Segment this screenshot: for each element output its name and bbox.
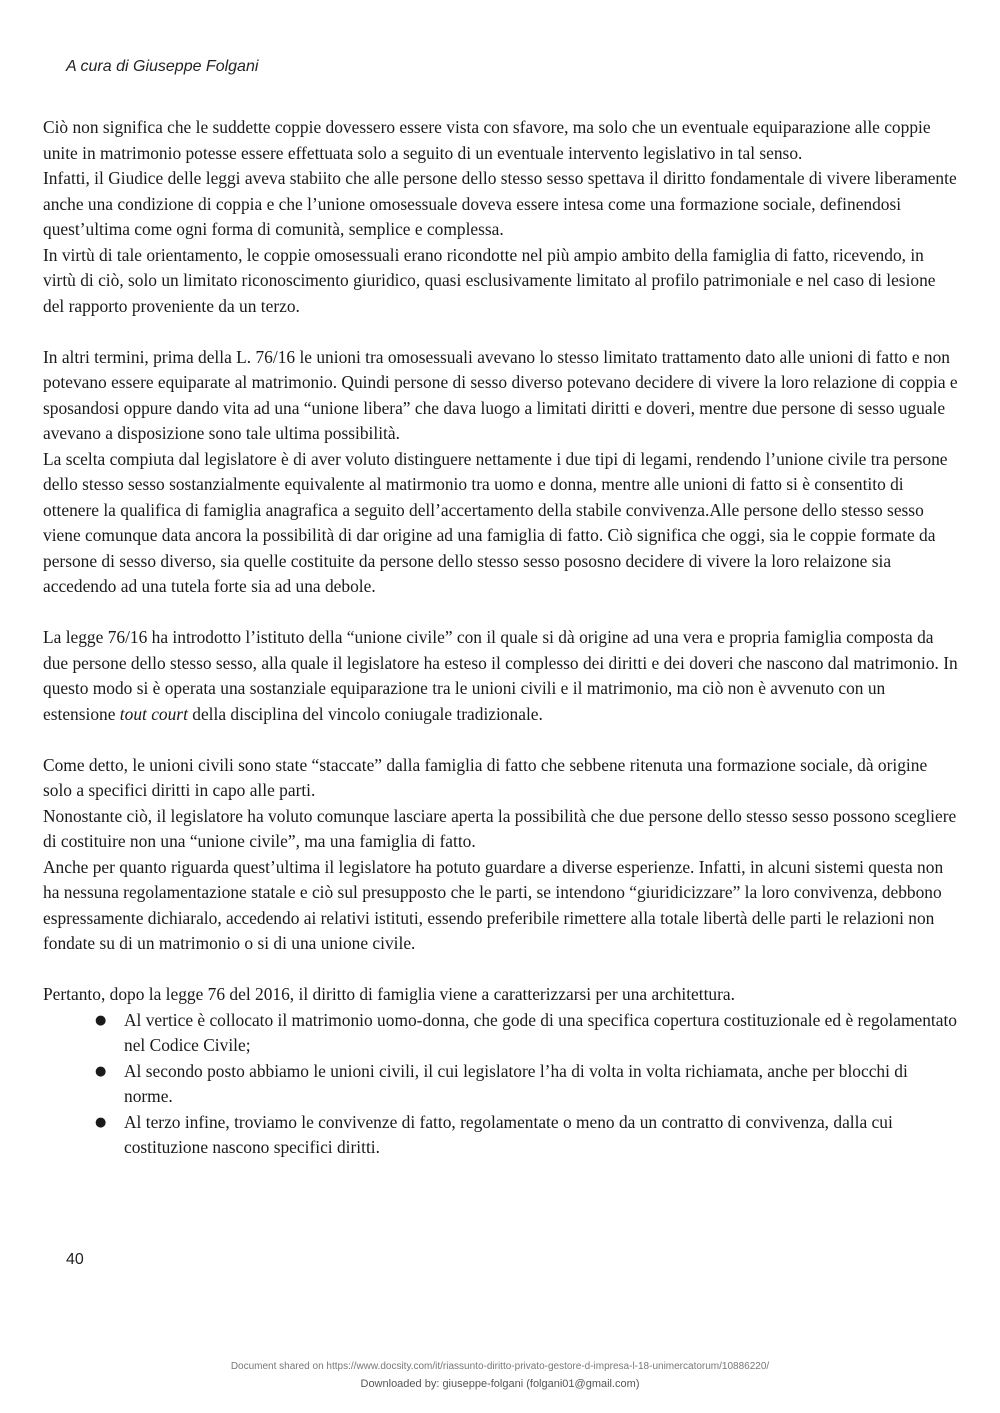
document-body xyxy=(43,115,958,1161)
paragraph: Come detto, le unioni civili sono state “staccate” dalla famiglia di fatto che sebbene ritenuta una formazione sociale, dà origine solo a specifici diritti in capo alle parti. xyxy=(43,754,928,800)
list-item-text: Al terzo infine, troviamo le convivenze di fatto, regolamentate o meno da un contratto di convivenza, dalla cui costituzione nascono specifici diritti. xyxy=(124,1111,893,1157)
bullet-list xyxy=(43,1008,958,1161)
paragraph-text: della disciplina del vincolo coniugale tradizionale. xyxy=(187,703,543,724)
list-item xyxy=(43,1110,958,1161)
bullet-icon: ● xyxy=(95,1012,107,1028)
list-item xyxy=(43,1059,958,1110)
bullet-icon: ● xyxy=(95,1114,107,1130)
paragraph: Pertanto, dopo la legge 76 del 2016, il diritto di famiglia viene a caratterizzarsi per una architettura. xyxy=(43,984,735,1004)
paragraph: In virtù di tale orientamento, le coppie omosessuali erano ricondotte nel più ampio ambito della famiglia di fatto, ricevendo, in virtù di ciò, solo un limitato riconoscimento giuridico, quasi esclusivamente limitato al profilo patrimoniale e nel caso di lesione del rapporto proveniente da un terzo. xyxy=(43,244,936,316)
header-author: A cura di Giuseppe Folgani xyxy=(66,58,259,75)
paragraph-text: La legge 76/16 ha introdotto l’istituto della “unione civile” con il quale si dà origine ad una vera e propria famiglia composta da due persone dello stesso sesso, alla quale il legislatore ha esteso il complesso dei diritti e dei doveri che nascono dal matrimonio. In questo modo si è operata una sostanziale equiparazione tra le unioni civili e il matrimonio, ma ciò non è avvenuto con un estensione xyxy=(43,627,958,724)
list-item-text: Al vertice è collocato il matrimonio uomo-donna, che gode di una specifica copertura costituzionale ed è regolamentato nel Codice Civile; xyxy=(124,1009,957,1055)
list-item-text: Al secondo posto abbiamo le unioni civili, il cui legislatore l’ha di volta in volta richiamata, anche per blocchi di norme. xyxy=(124,1060,908,1106)
paragraph: Infatti, il Giudice delle leggi aveva stabiito che alle persone dello stesso sesso spettava il diritto fondamentale di vivere liberamente anche una condizione di coppia e che l’unione omosessuale doveva essere intesa come una formazione sociale, definendosi quest’ultima come ogni forma di comunità, semplice e complessa. xyxy=(43,168,957,239)
paragraph: Ciò non significa che le suddette coppie dovessero essere vista con sfavore, ma solo che un eventuale equiparazione alle coppie unite in matrimonio potesse essere effettuata solo a seguito di un eventuale intervento legislativo in tal senso. xyxy=(43,117,931,163)
bullet-icon: ● xyxy=(95,1063,107,1079)
footer-shared-link[interactable]: Document shared on https://www.docsity.com/it/riassunto-diritto-privato-gestore-d-impresa-l-18-unimercatorum/10886220/ xyxy=(230,1361,770,1372)
paragraph: In altri termini, prima della L. 76/16 le unioni tra omosessuali avevano lo stesso limitato trattamento dato alle unioni di fatto e non potevano essere equiparate al matrimonio. Quindi persone di sesso diverso potevano decidere di vivere la loro relazione di coppia e sposandosi oppure dando vita ad una “unione libera” che dava luogo a limitati diritti e doveri, mentre due persone di sesso uguale avevano a disposizione sono tale ultima possibilità. xyxy=(43,346,958,443)
paragraph: Anche per quanto riguarda quest’ultima il legislatore ha potuto guardare a diverse esperienze. Infatti, in alcuni sistemi questa non ha nessuna regolamentazione statale e ciò sul presupposto che le parti, se intendono “giuridicizzare” la loro convivenza, debbono espressamente dichiaralo, accedendo ai relativi istituti, essendo preferibile rimettere alla totale libertà delle parti le relazioni non fondate su di un matrimonio o si di una unione civile. xyxy=(43,856,944,953)
paragraph: Nonostante ciò, il legislatore ha voluto comunque lasciare aperta la possibilità che due persone dello stesso sesso possono scegliere di costituire non una “unione civile”, ma una famiglia di fatto. xyxy=(43,805,957,851)
page-number: 40 xyxy=(66,1251,84,1268)
list-item xyxy=(43,1008,958,1059)
footer-downloaded-by: Downloaded by: giuseppe-folgani (folgani01@gmail.com) xyxy=(360,1378,640,1390)
paragraph: La scelta compiuta dal legislatore è di aver voluto distinguere nettamente i due tipi di legami, rendendo l’unione civile tra persone dello stesso sesso sostanzialmente equivalente al matirmonio tra uomo e donna, mentre alle unioni di fatto si è consentito di ottenere la qualifica di famiglia anagrafica a seguito dell’accertamento della stabile convivenza.Alle persone dello stesso sesso viene comunque data ancora la possibilità di dar origine ad una famiglia di fatto. Ciò significa che oggi, sia le coppie formate da persone di sesso diverso, sia quelle costituite da persone dello stesso sesso pososno decidere di vivere la loro relaizone sia accedendo ad una tutela forte sia ad una debole. xyxy=(43,448,948,596)
italic-term: tout court xyxy=(119,703,188,724)
paragraph xyxy=(43,625,958,727)
